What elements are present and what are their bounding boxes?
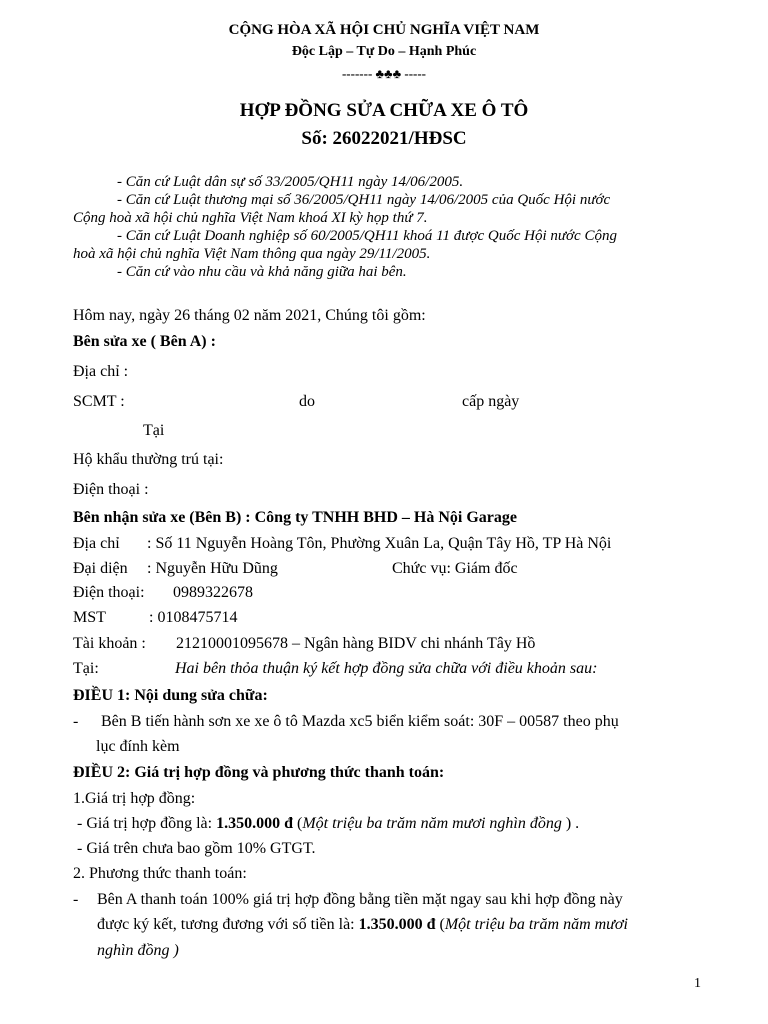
ornament-divider: ------- ♣♣♣ ----- (341, 66, 427, 81)
party-b-rep-value: : Nguyễn Hữu Dũng (147, 560, 278, 577)
basis-line-1: - Căn cứ Luật dân sự số 33/2005/QH11 ngày 14/06/2005. (117, 174, 464, 190)
motto: Độc Lập – Tự Do – Hạnh Phúc (291, 44, 477, 59)
party-a-id-label: SCMT : (73, 393, 125, 410)
party-a-heading: Bên sửa xe ( Bên A) : (73, 333, 216, 350)
contract-value-prefix: - Giá trị hợp đồng là: (77, 815, 217, 832)
party-a-id-issuer-label: do (299, 393, 315, 410)
party-a-address-label: Địa chỉ : (73, 363, 129, 380)
party-b-at-label: Tại: (73, 660, 99, 677)
payment-bullet: - (73, 891, 79, 908)
document-title: HỢP ĐỒNG SỬA CHỮA XE Ô TÔ (239, 100, 529, 121)
nation-heading: CỘNG HÒA XÃ HỘI CHỦ NGHĨA VIỆT NAM (228, 22, 540, 38)
party-b-phone-value: 0989322678 (173, 584, 253, 601)
payment-subheading: 2. Phương thức thanh toán: (73, 865, 247, 882)
basis-line-3: - Căn cứ Luật Doanh nghiệp số 60/2005/QH11 khoá 11 được Quốc Hội nước Cộng (117, 228, 617, 244)
party-b-address-value: : Số 11 Nguyễn Hoàng Tôn, Phường Xuân La, Quận Tây Hồ, TP Hà Nội (147, 535, 612, 552)
party-a-id-date-label: cấp ngày (462, 393, 520, 410)
contract-value-subheading: 1.Giá trị hợp đồng: (73, 790, 196, 807)
payment-open: ( (435, 916, 445, 933)
party-b-account-label: Tài khoản : (73, 635, 146, 652)
party-a-id-place-label: Tại (143, 422, 165, 439)
payment-line-3: nghìn đồng ) (97, 942, 179, 959)
contract-value-close: ) . (561, 815, 580, 832)
article-1-heading: ĐIỀU 1: Nội dung sửa chữa: (73, 687, 268, 704)
contract-value-open: ( (293, 815, 303, 832)
contract-value-line (77, 815, 579, 833)
party-b-account-value: 21210001095678 – Ngân hàng BIDV chi nhánh Tây Hồ (176, 635, 536, 652)
party-b-tax-label: MST (73, 609, 106, 626)
article-2-heading: ĐIỀU 2: Giá trị hợp đồng và phương thức thanh toán: (73, 764, 445, 781)
page-number: 1 (694, 976, 701, 991)
payment-line-2 (97, 916, 628, 934)
party-b-tax-value: : 0108475714 (149, 609, 238, 626)
intro-line: Hôm nay, ngày 26 tháng 02 năm 2021, Chúng tôi gồm: (73, 307, 426, 324)
party-a-phone-label: Điện thoại : (73, 481, 149, 498)
contract-value-words: Một triệu ba trăm năm mươi nghìn đồng (302, 815, 562, 832)
party-b-phone-label: Điện thoại: (73, 584, 145, 601)
party-b-rep-label: Đại diện (73, 560, 128, 577)
contract-number: Số: 26022021/HĐSC (301, 128, 467, 149)
payment-amount: 1.350.000 đ (358, 916, 436, 933)
basis-line-3b: hoà xã hội chủ nghĩa Việt Nam thông qua ngày 29/11/2005. (73, 246, 431, 262)
vat-note: - Giá trên chưa bao gồm 10% GTGT. (77, 840, 316, 857)
agreement-statement: Hai bên thỏa thuận ký kết hợp đồng sửa chữa với điều khoản sau: (175, 660, 598, 677)
basis-line-2: - Căn cứ Luật thương mại số 36/2005/QH11 ngày 14/06/2005 của Quốc Hội nước (117, 192, 611, 208)
party-b-position: Chức vụ: Giám đốc (392, 560, 518, 577)
party-b-heading: Bên nhận sửa xe (Bên B) : Công ty TNHH BHD – Hà Nội Garage (73, 509, 517, 526)
article-1-bullet: - (73, 713, 79, 730)
article-1-line-1: Bên B tiến hành sơn xe xe ô tô Mazda xc5 biển kiểm soát: 30F – 00587 theo phụ (101, 713, 619, 730)
payment-line-2-prefix: được ký kết, tương đương với số tiền là: (97, 916, 359, 933)
party-a-residence-label: Hộ khẩu thường trú tại: (73, 451, 224, 468)
payment-words: Một triệu ba trăm năm mươi (444, 916, 628, 933)
article-1-line-2: lục đính kèm (96, 738, 180, 755)
party-b-address-label: Địa chỉ (73, 535, 120, 552)
payment-line-1: Bên A thanh toán 100% giá trị hợp đồng bằng tiền mặt ngay sau khi hợp đồng này (97, 891, 623, 908)
basis-line-4: - Căn cứ vào nhu cầu và khả năng giữa hai bên. (117, 264, 407, 280)
basis-line-2b: Cộng hoà xã hội chủ nghĩa Việt Nam khoá XI kỳ họp thứ 7. (73, 210, 428, 226)
contract-value-amount: 1.350.000 đ (216, 815, 294, 832)
